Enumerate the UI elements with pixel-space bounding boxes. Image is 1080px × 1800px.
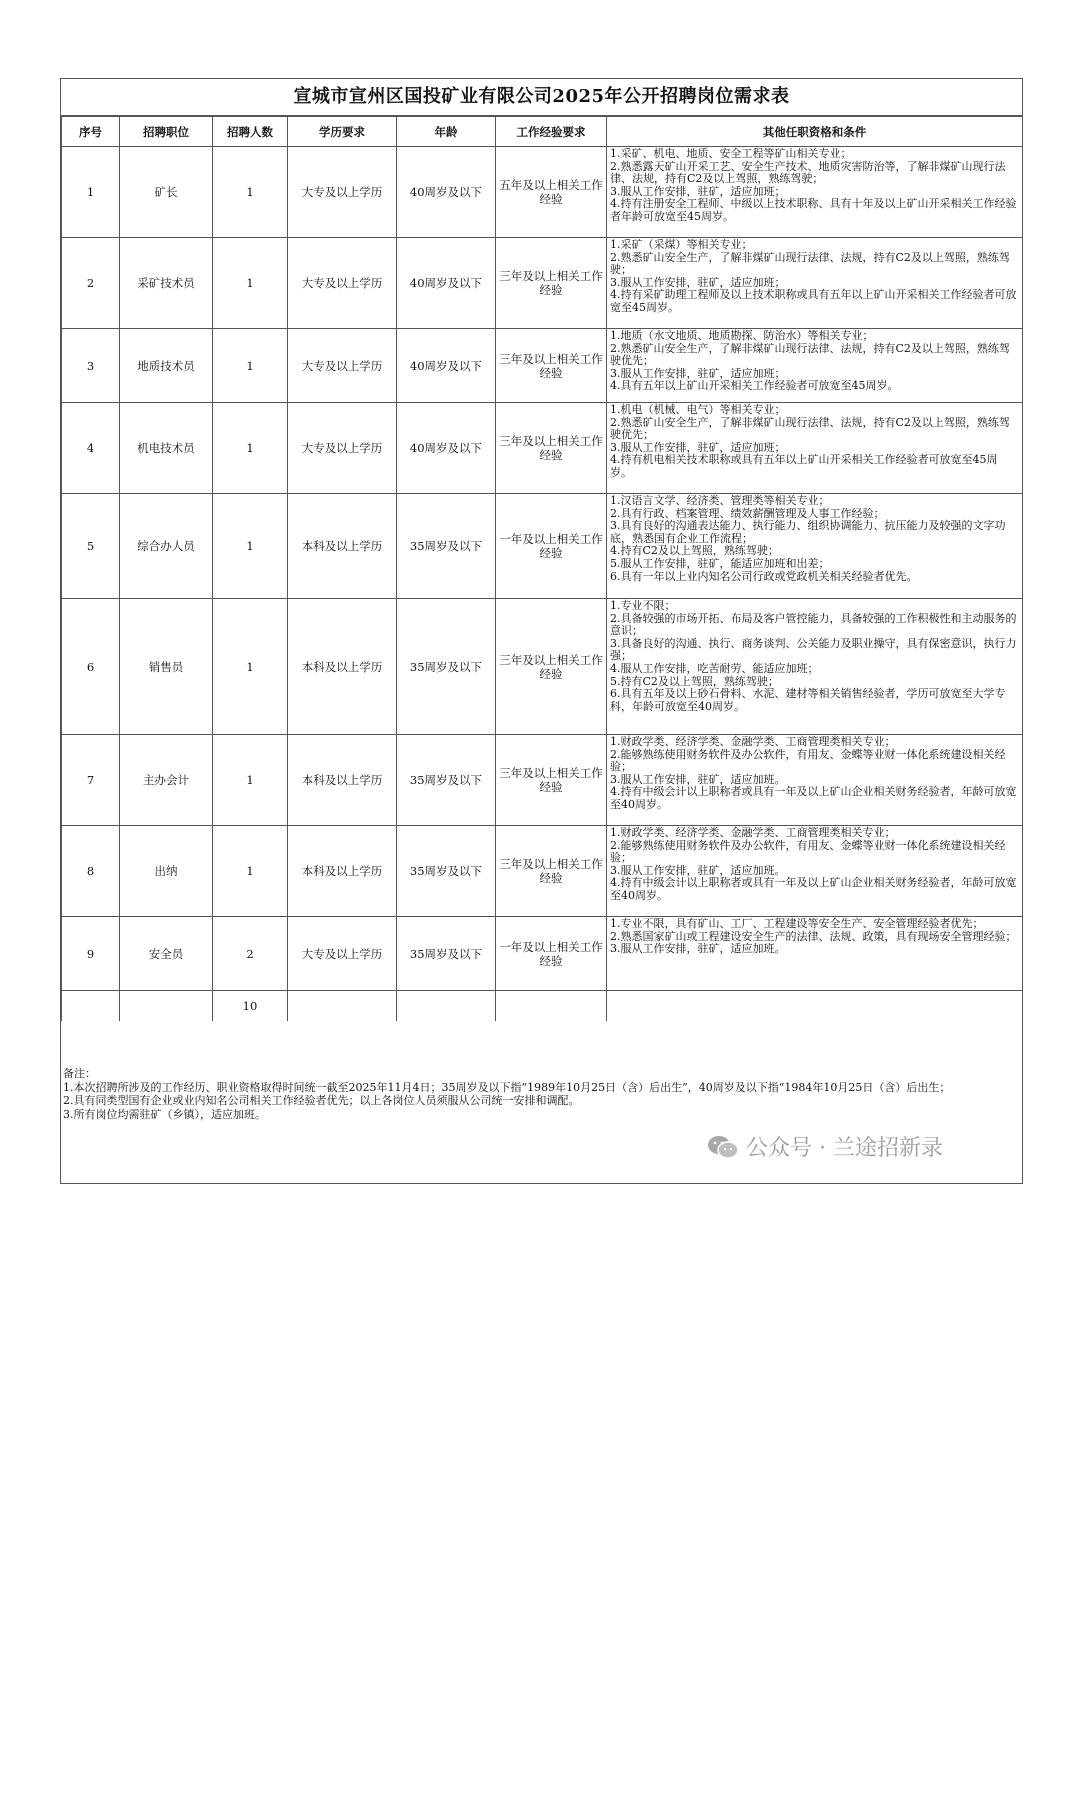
table-row xyxy=(62,599,1023,735)
table-row xyxy=(62,329,1023,403)
cell-position: 采矿技术员 xyxy=(120,238,213,329)
cell-age: 35周岁及以下 xyxy=(397,735,496,826)
cell-no: 8 xyxy=(62,826,120,917)
header-experience: 工作经验要求 xyxy=(496,117,607,147)
cell-experience: 一年及以上相关工作经验 xyxy=(496,494,607,599)
cell-no: 2 xyxy=(62,238,120,329)
cell-position: 出纳 xyxy=(120,826,213,917)
table-row xyxy=(62,826,1023,917)
cell-age: 40周岁及以下 xyxy=(397,403,496,494)
cell-no: 3 xyxy=(62,329,120,403)
header-no: 序号 xyxy=(62,117,120,147)
recruitment-sheet xyxy=(60,78,1023,1184)
total-cell-empty xyxy=(397,991,496,1022)
cell-no: 1 xyxy=(62,147,120,238)
cell-education: 本科及以上学历 xyxy=(288,735,397,826)
note-item: 3.所有岗位均需驻矿（乡镇），适应加班。 xyxy=(63,1107,266,1121)
table-row xyxy=(62,238,1023,329)
cell-age: 35周岁及以下 xyxy=(397,826,496,917)
cell-count: 1 xyxy=(213,826,288,917)
table-row xyxy=(62,147,1023,238)
header-education: 学历要求 xyxy=(288,117,397,147)
cell-requirements: 1.采矿、机电、地质、安全工程等矿山相关专业； 2.熟悉露天矿山开采工艺、安全生产技术、地质灾害防治等，了解非煤矿山现行法律、法规，持有C2及以上驾照，熟练驾驶； 3.服从工作安排，驻矿，适应加班； 4.持有注册安全工程师、中级以上技术职称、具有十年及以上矿山开采相关工作经验者年龄可放宽至45周岁。 xyxy=(607,147,1023,238)
cell-requirements: 1.汉语言文学、经济类、管理类等相关专业； 2.具有行政、档案管理、绩效薪酬管理及人事工作经验； 3.具有良好的沟通表达能力、执行能力、组织协调能力、抗压能力及较强的文字功底，熟悉国有企业工作流程； 4.持有C2及以上驾照，熟练驾驶； 5.服从工作安排，驻矿，能适应加班和出差； 6.具有一年以上业内知名公司行政或党政机关相关经验者优先。 xyxy=(607,494,1023,599)
cell-age: 40周岁及以下 xyxy=(397,329,496,403)
cell-position: 安全员 xyxy=(120,917,213,991)
cell-position: 销售员 xyxy=(120,599,213,735)
cell-count: 1 xyxy=(213,403,288,494)
cell-education: 大专及以上学历 xyxy=(288,917,397,991)
cell-education: 本科及以上学历 xyxy=(288,826,397,917)
cell-requirements: 1.机电（机械、电气）等相关专业； 2.熟悉矿山安全生产，了解非煤矿山现行法律、法规，持有C2及以上驾照，熟练驾驶优先； 3.服从工作安排，驻矿，适应加班； 4.持有机电相关技术职称或具有五年以上矿山开采相关工作经验者可放宽至45周岁。 xyxy=(607,403,1023,494)
cell-age: 40周岁及以下 xyxy=(397,238,496,329)
header-age: 年龄 xyxy=(397,117,496,147)
table-row xyxy=(62,494,1023,599)
table-row xyxy=(62,735,1023,826)
notes-label: 备注： xyxy=(63,1067,96,1080)
cell-education: 本科及以上学历 xyxy=(288,599,397,735)
watermark xyxy=(706,1131,943,1162)
cell-age: 40周岁及以下 xyxy=(397,147,496,238)
cell-education: 本科及以上学历 xyxy=(288,494,397,599)
table-header-row xyxy=(62,117,1023,147)
header-count: 招聘人数 xyxy=(213,117,288,147)
cell-no: 5 xyxy=(62,494,120,599)
cell-age: 35周岁及以下 xyxy=(397,494,496,599)
total-row xyxy=(62,991,1023,1022)
cell-requirements: 1.采矿（采煤）等相关专业； 2.熟悉矿山安全生产，了解非煤矿山现行法律、法规，持有C2及以上驾照，熟练驾驶； 3.服从工作安排，驻矿，适应加班； 4.持有采矿助理工程师及以上技术职称或具有五年以上矿山开采相关工作经验者可放宽至45周岁。 xyxy=(607,238,1023,329)
document-title: 宣城市宣州区国投矿业有限公司2025年公开招聘岗位需求表 xyxy=(61,79,1022,116)
recruitment-table xyxy=(61,116,1023,1021)
cell-position: 矿长 xyxy=(120,147,213,238)
cell-requirements: 1.财政学类、经济学类、金融学类、工商管理类相关专业； 2.能够熟练使用财务软件及办公软件，有用友、金蝶等业财一体化系统建设相关经验； 3.服从工作安排，驻矿，适应加班。 4.持有中级会计以上职称者或具有一年及以上矿山企业相关财务经验者，年龄可放宽至40周岁。 xyxy=(607,735,1023,826)
cell-experience: 三年及以上相关工作经验 xyxy=(496,238,607,329)
cell-experience: 五年及以上相关工作经验 xyxy=(496,147,607,238)
cell-count: 1 xyxy=(213,147,288,238)
header-requirements: 其他任职资格和条件 xyxy=(607,117,1023,147)
cell-requirements: 1.地质（水文地质、地质勘探、防治水）等相关专业； 2.熟悉矿山安全生产，了解非煤矿山现行法律、法规，持有C2及以上驾照，熟练驾驶优先； 3.服从工作安排，驻矿，适应加班； 4.具有五年以上矿山开采相关工作经验者可放宽至45周岁。 xyxy=(607,329,1023,403)
cell-requirements: 1.财政学类、经济学类、金融学类、工商管理类相关专业； 2.能够熟练使用财务软件及办公软件，有用友、金蝶等业财一体化系统建设相关经验； 3.服从工作安排，驻矿，适应加班。 4.持有中级会计以上职称者或具有一年及以上矿山企业相关财务经验者，年龄可放宽至40周岁。 xyxy=(607,826,1023,917)
wechat-icon xyxy=(706,1134,740,1160)
cell-count: 1 xyxy=(213,329,288,403)
total-cell-empty xyxy=(607,991,1023,1022)
cell-count: 1 xyxy=(213,599,288,735)
watermark-text: 公众号 · 兰途招新录 xyxy=(746,1136,943,1161)
cell-count: 2 xyxy=(213,917,288,991)
total-cell-empty xyxy=(496,991,607,1022)
cell-age: 35周岁及以下 xyxy=(397,599,496,735)
cell-experience: 三年及以上相关工作经验 xyxy=(496,403,607,494)
total-count: 10 xyxy=(213,991,288,1022)
total-cell-empty xyxy=(288,991,397,1022)
cell-position: 地质技术员 xyxy=(120,329,213,403)
note-item: 2.具有同类型国有企业或业内知名公司相关工作经验者优先；以上各岗位人员须服从公司统一安排和调配。 xyxy=(63,1094,580,1107)
table-row xyxy=(62,917,1023,991)
cell-experience: 一年及以上相关工作经验 xyxy=(496,917,607,991)
total-cell-empty xyxy=(120,991,213,1022)
cell-no: 4 xyxy=(62,403,120,494)
cell-no: 7 xyxy=(62,735,120,826)
cell-experience: 三年及以上相关工作经验 xyxy=(496,735,607,826)
cell-requirements: 1.专业不限，具有矿山、工厂、工程建设等安全生产、安全管理经验者优先； 2.熟悉国家矿山或工程建设安全生产的法律、法规、政策，具有现场安全管理经验； 3.服从工作安排，驻矿，适应加班。 xyxy=(607,917,1023,991)
cell-experience: 三年及以上相关工作经验 xyxy=(496,599,607,735)
cell-count: 1 xyxy=(213,238,288,329)
cell-age: 35周岁及以下 xyxy=(397,917,496,991)
total-cell-empty xyxy=(62,991,120,1022)
cell-requirements: 1.专业不限； 2.具备较强的市场开拓、布局及客户管控能力，具备较强的工作积极性和主动服务的意识； 3.具备良好的沟通、执行、商务谈判、公关能力及职业操守，具有保密意识，执行力强； 4.服从工作安排，吃苦耐劳、能适应加班； 5.持有C2及以上驾照，熟练驾驶； 6.具有五年及以上砂石骨料、水泥、建材等相关销售经验者，学历可放宽至大学专科，年龄可放宽至40周岁。 xyxy=(607,599,1023,735)
cell-experience: 三年及以上相关工作经验 xyxy=(496,329,607,403)
cell-no: 9 xyxy=(62,917,120,991)
header-position: 招聘职位 xyxy=(120,117,213,147)
table-row xyxy=(62,403,1023,494)
cell-position: 主办会计 xyxy=(120,735,213,826)
cell-count: 1 xyxy=(213,735,288,826)
cell-no: 6 xyxy=(62,599,120,735)
notes-section xyxy=(63,1067,1018,1121)
cell-count: 1 xyxy=(213,494,288,599)
cell-education: 大专及以上学历 xyxy=(288,329,397,403)
cell-position: 综合办人员 xyxy=(120,494,213,599)
cell-education: 大专及以上学历 xyxy=(288,147,397,238)
cell-experience: 三年及以上相关工作经验 xyxy=(496,826,607,917)
cell-position: 机电技术员 xyxy=(120,403,213,494)
cell-education: 大专及以上学历 xyxy=(288,403,397,494)
cell-education: 大专及以上学历 xyxy=(288,238,397,329)
note-item: 1.本次招聘所涉及的工作经历、职业资格取得时间统一截至2025年11月4日；35周岁及以下指“1989年10月25日（含）后出生”，40周岁及以下指“1984年10月25日（含）后出生； xyxy=(63,1080,951,1094)
